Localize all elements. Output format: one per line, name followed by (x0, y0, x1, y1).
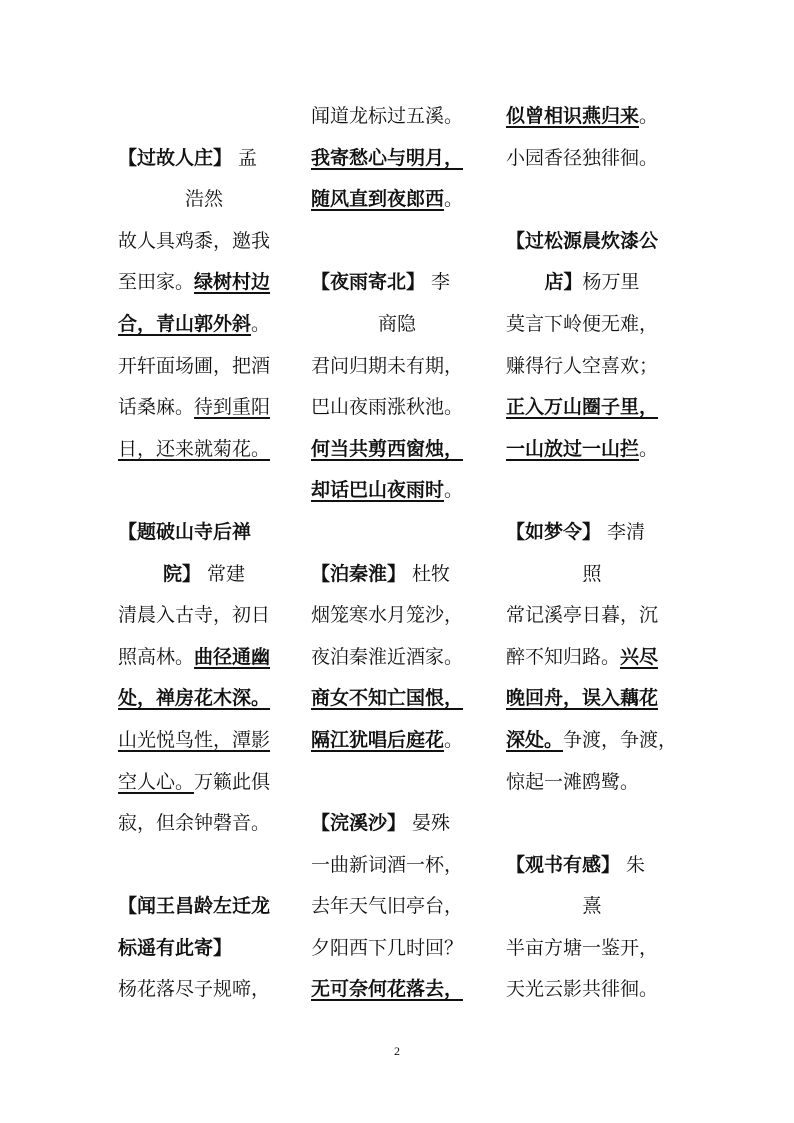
verse-text: 。 (444, 188, 464, 211)
poem-text-line (506, 762, 678, 804)
poem-title-line (118, 512, 290, 554)
page-number: 2 (394, 1044, 400, 1058)
poem-text-line (311, 928, 483, 970)
poem-title-line (311, 262, 483, 304)
verse-text: 开轩面场圃，把酒 (118, 354, 271, 377)
poem-author-line (118, 554, 290, 596)
poem-text-line (311, 845, 483, 887)
poem-column-1 (118, 96, 290, 1011)
verse-text: 晏殊 (406, 812, 451, 835)
poem-text-line (118, 803, 290, 845)
key-verse-text: 曲径通幽 (194, 645, 271, 668)
poem-text-line (118, 720, 290, 762)
poem-text-line (118, 387, 290, 429)
key-verse-text: 正入万山圈子里， (506, 396, 659, 419)
poem-text-line (311, 678, 483, 720)
poem-text-line (506, 595, 678, 637)
key-verse-text: 深处。 (506, 728, 564, 751)
poem-author-line (506, 886, 678, 928)
blank-line (311, 221, 483, 263)
poem-text-line (118, 221, 290, 263)
key-verse-text: 一山放过一山拦 (506, 437, 640, 460)
poem-text-line (506, 678, 678, 720)
verse-text: 寂，但余钟磬音。 (118, 812, 271, 835)
key-verse-text: 隔江犹唱后庭花 (311, 728, 445, 751)
poem-author-line (506, 262, 678, 304)
verse-text: 照 (582, 562, 602, 585)
verse-text: 孟 (232, 146, 258, 169)
verse-text: 照高林。 (118, 645, 195, 668)
poem-text-line (506, 138, 678, 180)
verse-text: 至田家。 (118, 271, 195, 294)
poem-author-line (506, 554, 678, 596)
bold-title-text: 【浣溪沙】 (311, 812, 407, 835)
key-verse-text: 似曾相识燕归来 (506, 105, 640, 127)
verse-text: 。 (444, 479, 464, 502)
poem-text-line (506, 387, 678, 429)
verse-text: 商隐 (377, 312, 416, 335)
bold-title-text: 【夜雨寄北】 (311, 271, 426, 294)
bold-title-text: 【闻王昌龄左迁龙 (118, 895, 271, 918)
poem-text-line (311, 470, 483, 512)
poem-text-line (118, 762, 290, 804)
verse-text: 夕阳西下几时回？ (311, 936, 464, 959)
verse-text: 故人具鸡黍，邀我 (118, 229, 271, 252)
poem-text-line (311, 138, 483, 180)
verse-text: 半亩方塘一鉴开， (506, 936, 659, 959)
key-verse-text: 却话巴山夜雨时 (311, 479, 445, 502)
key-verse-text: 绿树村边 (194, 271, 271, 294)
verse-text: 话桑麻。 (118, 396, 195, 419)
verse-text: 杜牧 (406, 562, 451, 585)
poem-text-line (118, 304, 290, 346)
verse-text: 去年天气旧亭台， (311, 895, 464, 918)
poem-text-line (506, 346, 678, 388)
blank-line (506, 470, 678, 512)
verse-text: 一曲新词酒一杯， (311, 853, 464, 876)
blank-line (506, 179, 678, 221)
poem-title-line (118, 886, 290, 928)
poem-text-line (118, 429, 290, 471)
key-verse-text: 处，禅房花木深。 (118, 687, 271, 710)
poem-column-3 (506, 96, 678, 1011)
poem-author-line (118, 179, 290, 221)
verse-text: 小园香径独徘徊。 (506, 146, 659, 169)
poem-text-line (118, 346, 290, 388)
blank-line (506, 803, 678, 845)
poem-text-line (311, 429, 483, 471)
verse-text: 醉不知归路。 (506, 645, 621, 668)
poem-title-line (506, 221, 678, 263)
verse-text: 君问归期未有期， (311, 354, 464, 377)
poem-text-line (311, 969, 483, 1011)
blank-line (118, 470, 290, 512)
poem-text-line (506, 304, 678, 346)
poem-title-line (506, 845, 678, 887)
poem-text-line (118, 678, 290, 720)
poem-title-line (311, 803, 483, 845)
key-verse-text: 合，青山郭外斜 (118, 312, 252, 335)
blank-line (311, 762, 483, 804)
poem-text-line (506, 429, 678, 471)
poem-text-line (506, 928, 678, 970)
bold-title-text: 标遥有此寄】 (118, 936, 233, 959)
bold-title-text: 【如梦令】 (506, 520, 602, 543)
verse-text: 巴山夜雨涨秋池。 (311, 396, 464, 419)
underlined-verse-text: 山光悦鸟性，潭影 (118, 728, 271, 751)
poem-text-line (311, 637, 483, 679)
bold-title-text: 店】 (544, 271, 583, 294)
bold-title-text: 【题破山寺后禅 (118, 520, 252, 543)
key-verse-text: 我寄愁心与明月， (311, 146, 464, 169)
bold-title-text: 【过故人庄】 (118, 146, 233, 169)
poem-text-line (118, 595, 290, 637)
verse-text: 熹 (582, 895, 602, 918)
verse-text: 赚得行人空喜欢； (506, 354, 659, 377)
poem-text-line (118, 262, 290, 304)
underlined-verse-text: 空人心。 (118, 770, 195, 793)
bold-title-text: 院】 (162, 562, 201, 585)
verse-text: 天光云影共徘徊。 (506, 978, 659, 1001)
verse-text: 万籁此俱 (194, 770, 271, 793)
poem-author-line (311, 304, 483, 346)
verse-text: 夜泊秦淮近酒家。 (311, 645, 464, 668)
verse-text: 莫言下岭便无难， (506, 312, 659, 335)
poem-text-line (311, 886, 483, 928)
verse-text: 杨花落尽子规啼， (118, 978, 271, 1001)
poem-text-line (311, 179, 483, 221)
poem-text-line (311, 387, 483, 429)
blank-line (311, 512, 483, 554)
key-verse-text: 兴尽 (620, 645, 659, 668)
poem-text-line (118, 637, 290, 679)
poem-text-line (506, 969, 678, 1011)
verse-text: 朱 (620, 853, 646, 876)
poem-title-line (506, 512, 678, 554)
poem-title-line (118, 138, 290, 180)
poem-column-2 (311, 96, 483, 1011)
verse-text: 闻道龙标过五溪。 (311, 105, 464, 127)
verse-text: 李 (425, 271, 451, 294)
bold-title-text: 【过松源晨炊漆公 (506, 229, 659, 252)
blank-line (118, 845, 290, 887)
verse-text: 。 (639, 105, 659, 127)
poem-text-line (311, 720, 483, 762)
poem-text-line (311, 346, 483, 388)
key-verse-text: 无可奈何花落去， (311, 978, 464, 1001)
bold-title-text: 【观书有感】 (506, 853, 621, 876)
verse-text: 杨万里 (582, 271, 640, 294)
poem-title-line (311, 554, 483, 596)
key-verse-text: 晚回舟，误入藕花 (506, 687, 659, 710)
verse-text: 常记溪亭日暮，沉 (506, 604, 659, 627)
verse-text: 惊起一滩鸥鹭。 (506, 770, 640, 793)
key-verse-text: 何当共剪西窗烛， (311, 437, 464, 460)
poem-text-line (506, 720, 678, 762)
underlined-verse-text: 待到重阳 (194, 396, 271, 419)
verse-text: 。 (444, 728, 464, 751)
verse-text: 浩然 (184, 188, 223, 211)
verse-text: 李清 (601, 520, 646, 543)
verse-text: 。 (639, 437, 659, 460)
key-verse-text: 商女不知亡国恨， (311, 687, 464, 710)
verse-text: 常建 (200, 562, 246, 585)
poem-text-line (118, 928, 290, 970)
verse-text: 。 (251, 312, 271, 335)
verse-text: 烟笼寒水月笼沙， (311, 604, 464, 627)
poem-text-line (311, 595, 483, 637)
bold-title-text: 【泊秦淮】 (311, 562, 407, 585)
poem-text-line (506, 637, 678, 679)
poem-text-line (118, 969, 290, 1011)
poem-text-line (311, 96, 483, 138)
key-verse-text: 随风直到夜郎西 (311, 188, 445, 211)
verse-text: 争渡，争渡， (563, 728, 678, 751)
poem-text-line (506, 96, 678, 138)
verse-text: 清晨入古寺，初日 (118, 604, 271, 627)
underlined-verse-text: 日，还来就菊花。 (118, 437, 271, 460)
blank-line (118, 96, 290, 138)
